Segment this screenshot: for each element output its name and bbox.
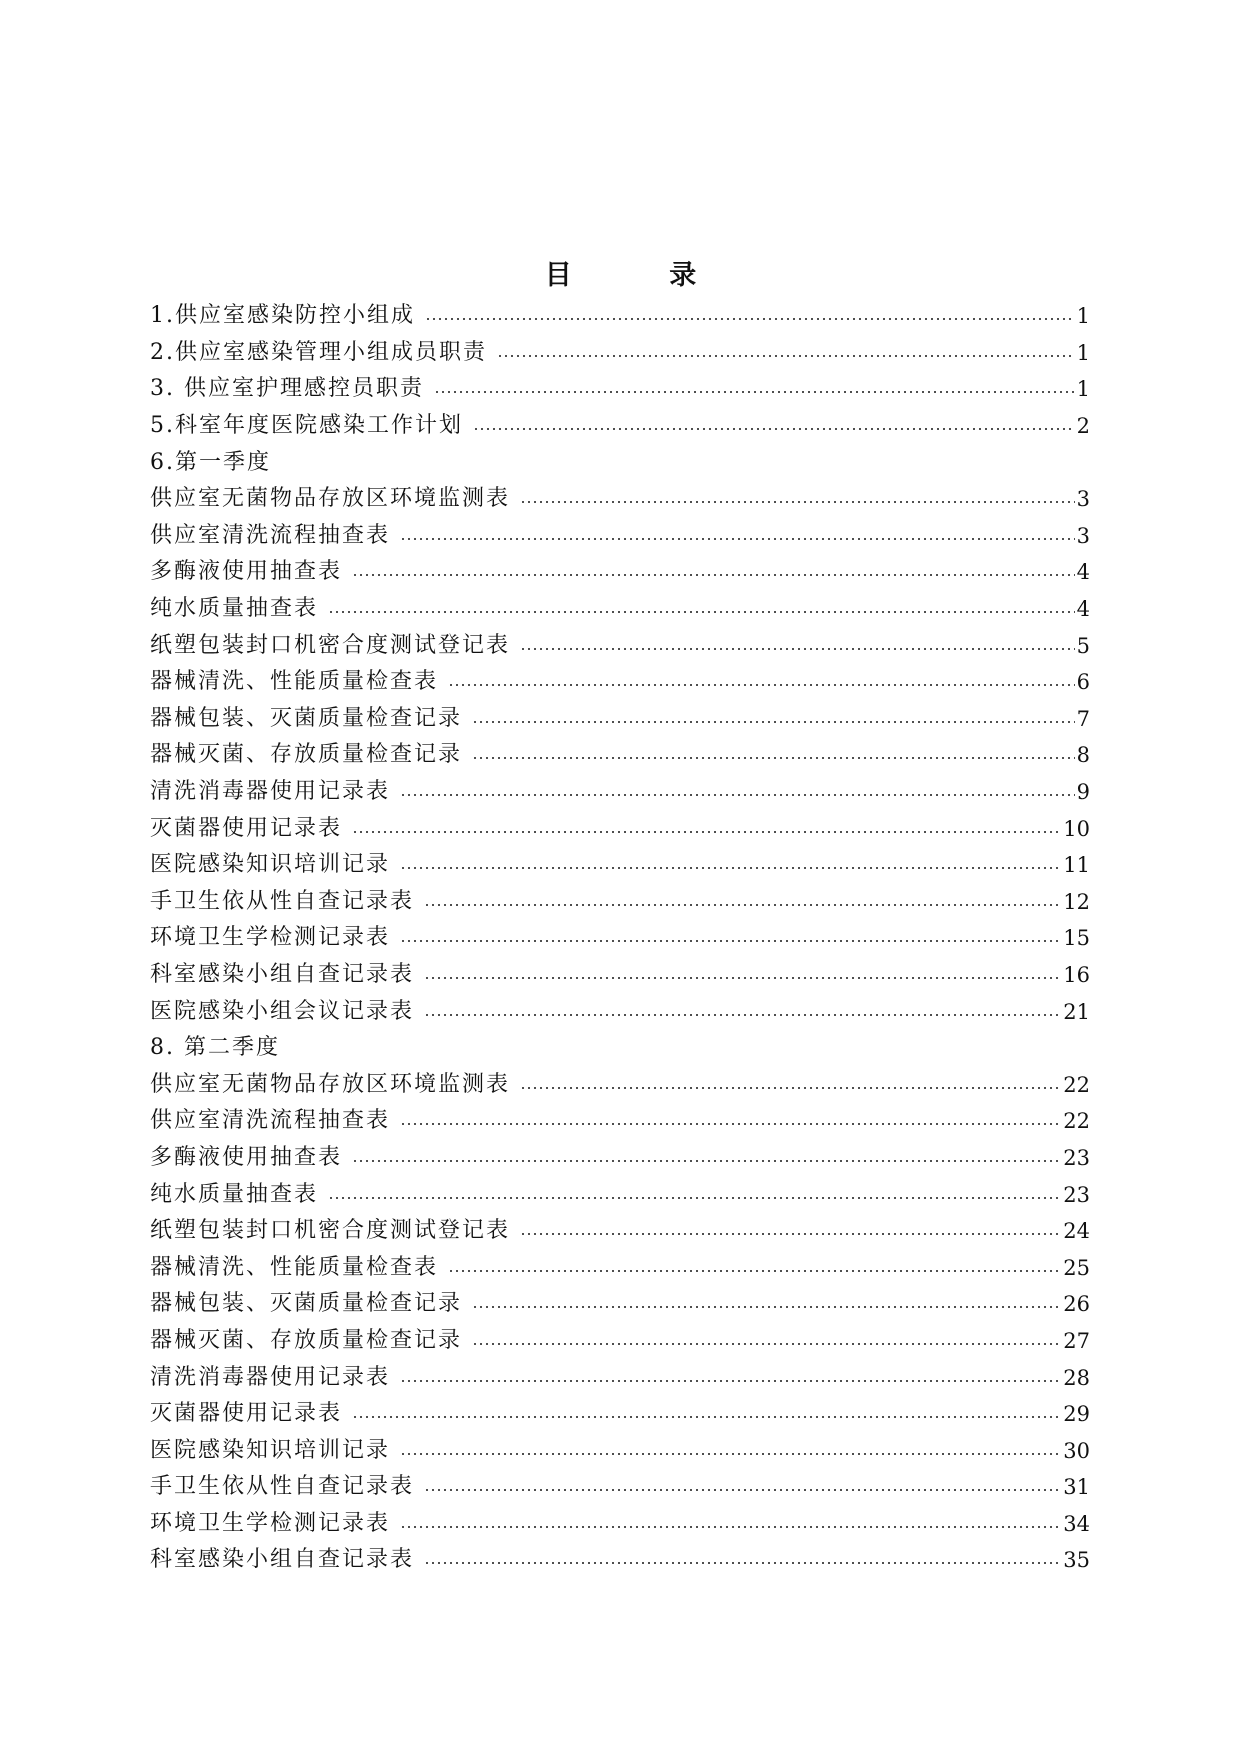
toc-dot-leader (352, 831, 1061, 833)
toc-page-number: 12 (1063, 889, 1090, 914)
toc-page-number: 27 (1063, 1328, 1090, 1353)
toc-entry-text: 器械清洗、性能质量检查表 (150, 1254, 439, 1280)
toc-page-number: 25 (1063, 1255, 1090, 1280)
toc-entry-text: 科室感染小组自查记录表 (150, 1547, 415, 1573)
toc-entry-text: 医院感染知识培训记录 (150, 1437, 391, 1463)
toc-entry[interactable] (150, 737, 1090, 774)
page-title: 目 录 (544, 260, 741, 291)
toc-entry-text: 手卫生依从性自查记录表 (150, 1474, 415, 1500)
toc-entry-text: 科室感染小组自查记录表 (150, 961, 415, 987)
toc-entry-text: 纯水质量抽查表 (150, 1181, 319, 1207)
table-of-contents (150, 298, 1090, 1579)
toc-entry-text: 5.科室年度医院感染工作计划 (150, 413, 463, 439)
toc-dot-leader (520, 648, 1075, 650)
toc-page-number: 8 (1076, 743, 1090, 768)
toc-entry[interactable] (150, 1506, 1090, 1543)
toc-entry[interactable] (150, 1432, 1090, 1469)
toc-dot-leader (400, 1380, 1061, 1382)
toc-page-number: 16 (1063, 962, 1090, 987)
toc-entry[interactable] (150, 1140, 1090, 1177)
toc-entry[interactable] (150, 371, 1090, 408)
toc-dot-leader (400, 1123, 1061, 1125)
toc-entry-text: 供应室清洗流程抽查表 (150, 1108, 391, 1134)
toc-entry-text: 8. 第二季度 (150, 1035, 280, 1061)
toc-page-number: 34 (1063, 1511, 1090, 1536)
toc-entry-text: 纸塑包装封口机密合度测试登记表 (150, 632, 511, 658)
toc-page-number: 22 (1063, 1109, 1090, 1134)
toc-page-number: 1 (1076, 377, 1090, 402)
toc-entry-text: 3. 供应室护理感控员职责 (150, 376, 424, 402)
toc-dot-leader (473, 428, 1075, 430)
toc-entry[interactable] (150, 993, 1090, 1030)
toc-page-number: 3 (1076, 487, 1090, 512)
toc-entry[interactable] (150, 701, 1090, 738)
toc-page-number: 10 (1063, 816, 1090, 841)
toc-dot-leader (424, 1489, 1061, 1491)
toc-entry-text: 手卫生依从性自查记录表 (150, 888, 415, 914)
toc-entry-text: 器械清洗、性能质量检查表 (150, 669, 439, 695)
toc-page-number: 1 (1076, 304, 1090, 329)
toc-dot-leader (497, 355, 1075, 357)
toc-page-number: 23 (1063, 1182, 1090, 1207)
toc-page-number: 26 (1063, 1292, 1090, 1317)
toc-page-number: 30 (1063, 1438, 1090, 1463)
toc-entry[interactable] (150, 1396, 1090, 1433)
toc-entry[interactable] (150, 884, 1090, 921)
toc-entry[interactable] (150, 1469, 1090, 1506)
toc-entry-text: 器械灭菌、存放质量检查记录 (150, 1327, 463, 1353)
toc-page-number: 28 (1063, 1365, 1090, 1390)
toc-entry[interactable] (150, 298, 1090, 335)
toc-page-number: 11 (1063, 853, 1090, 878)
toc-entry[interactable] (150, 481, 1090, 518)
toc-dot-leader (424, 1562, 1061, 1564)
toc-dot-leader (434, 391, 1075, 393)
toc-dot-leader (472, 1306, 1061, 1308)
toc-page-number: 15 (1063, 926, 1090, 951)
toc-entry-text: 器械包装、灭菌质量检查记录 (150, 705, 463, 731)
toc-entry-text: 纸塑包装封口机密合度测试登记表 (150, 1218, 511, 1244)
toc-entry-text: 清洗消毒器使用记录表 (150, 779, 391, 805)
toc-entry-text: 医院感染知识培训记录 (150, 852, 391, 878)
toc-dot-leader (352, 1160, 1061, 1162)
toc-entry-text: 供应室清洗流程抽查表 (150, 522, 391, 548)
toc-entry[interactable] (150, 1213, 1090, 1250)
toc-page-number: 9 (1076, 780, 1090, 805)
toc-dot-leader (424, 904, 1061, 906)
toc-entry-text: 多酶液使用抽查表 (150, 1144, 343, 1170)
toc-entry-text: 医院感染小组会议记录表 (150, 998, 415, 1024)
toc-page-number: 21 (1063, 999, 1090, 1024)
toc-entry-text: 器械灭菌、存放质量检查记录 (150, 742, 463, 768)
toc-entry-text: 器械包装、灭菌质量检查记录 (150, 1291, 463, 1317)
toc-entry[interactable] (150, 627, 1090, 664)
toc-entry[interactable] (150, 408, 1090, 445)
toc-page-number: 3 (1076, 523, 1090, 548)
toc-dot-leader (520, 1087, 1061, 1089)
toc-entry-text: 环境卫生学检测记录表 (150, 1510, 391, 1536)
toc-entry-text: 清洗消毒器使用记录表 (150, 1364, 391, 1390)
toc-dot-leader (472, 1343, 1061, 1345)
toc-dot-leader (328, 1197, 1061, 1199)
toc-dot-leader (400, 940, 1061, 942)
toc-entry-text: 6.第一季度 (150, 449, 271, 475)
toc-page-number: 23 (1063, 1145, 1090, 1170)
toc-page-number: 2 (1076, 414, 1090, 439)
toc-entry-text: 供应室无菌物品存放区环境监测表 (150, 486, 511, 512)
toc-dot-leader (400, 1453, 1061, 1455)
toc-entry[interactable] (150, 1103, 1090, 1140)
toc-section-heading[interactable] (150, 444, 1090, 481)
toc-entry-text: 供应室无菌物品存放区环境监测表 (150, 1071, 511, 1097)
toc-page-number: 22 (1063, 1072, 1090, 1097)
toc-section-heading[interactable] (150, 1030, 1090, 1067)
toc-page-number: 5 (1076, 633, 1090, 658)
toc-entry-text: 环境卫生学检测记录表 (150, 925, 391, 951)
toc-entry-text: 多酶液使用抽查表 (150, 559, 343, 585)
toc-page-number: 6 (1076, 670, 1090, 695)
toc-entry[interactable] (150, 664, 1090, 701)
toc-dot-leader (400, 867, 1061, 869)
toc-page-number: 35 (1063, 1548, 1090, 1573)
toc-dot-leader (400, 538, 1075, 540)
toc-dot-leader (352, 574, 1075, 576)
toc-entry[interactable] (150, 920, 1090, 957)
toc-page-number: 1 (1076, 340, 1090, 365)
toc-entry[interactable] (150, 335, 1090, 372)
toc-entry[interactable] (150, 1542, 1090, 1579)
toc-entry[interactable] (150, 1359, 1090, 1396)
toc-dot-leader (520, 501, 1075, 503)
toc-dot-leader (472, 757, 1075, 759)
toc-entry[interactable] (150, 1323, 1090, 1360)
toc-entry-text: 纯水质量抽查表 (150, 596, 319, 622)
toc-entry[interactable] (150, 518, 1090, 555)
toc-entry[interactable] (150, 774, 1090, 811)
toc-entry-text: 灭菌器使用记录表 (150, 1401, 343, 1427)
toc-dot-leader (472, 721, 1075, 723)
toc-dot-leader (424, 977, 1061, 979)
toc-entry[interactable] (150, 1066, 1090, 1103)
toc-dot-leader (448, 684, 1075, 686)
toc-entry-text: 灭菌器使用记录表 (150, 815, 343, 841)
toc-dot-leader (448, 1270, 1061, 1272)
toc-entry[interactable] (150, 957, 1090, 994)
toc-page-number: 4 (1076, 560, 1090, 585)
toc-entry[interactable] (150, 1286, 1090, 1323)
toc-page-number: 7 (1076, 706, 1090, 731)
toc-entry[interactable] (150, 1176, 1090, 1213)
toc-entry[interactable] (150, 591, 1090, 628)
toc-entry[interactable] (150, 810, 1090, 847)
toc-entry-text: 2.供应室感染管理小组成员职责 (150, 339, 487, 365)
toc-page-number: 24 (1063, 1219, 1090, 1244)
toc-dot-leader (425, 318, 1075, 320)
toc-dot-leader (400, 794, 1075, 796)
toc-page-number: 31 (1063, 1475, 1090, 1500)
toc-entry[interactable] (150, 847, 1090, 884)
toc-dot-leader (424, 1014, 1061, 1016)
toc-entry-text: 1.供应室感染防控小组成 (150, 303, 415, 329)
toc-page-number: 29 (1063, 1402, 1090, 1427)
toc-dot-leader (400, 1526, 1061, 1528)
toc-entry[interactable] (150, 554, 1090, 591)
toc-page-number: 4 (1076, 597, 1090, 622)
toc-dot-leader (352, 1416, 1061, 1418)
toc-dot-leader (520, 1233, 1061, 1235)
toc-entry[interactable] (150, 1249, 1090, 1286)
toc-dot-leader (328, 611, 1075, 613)
